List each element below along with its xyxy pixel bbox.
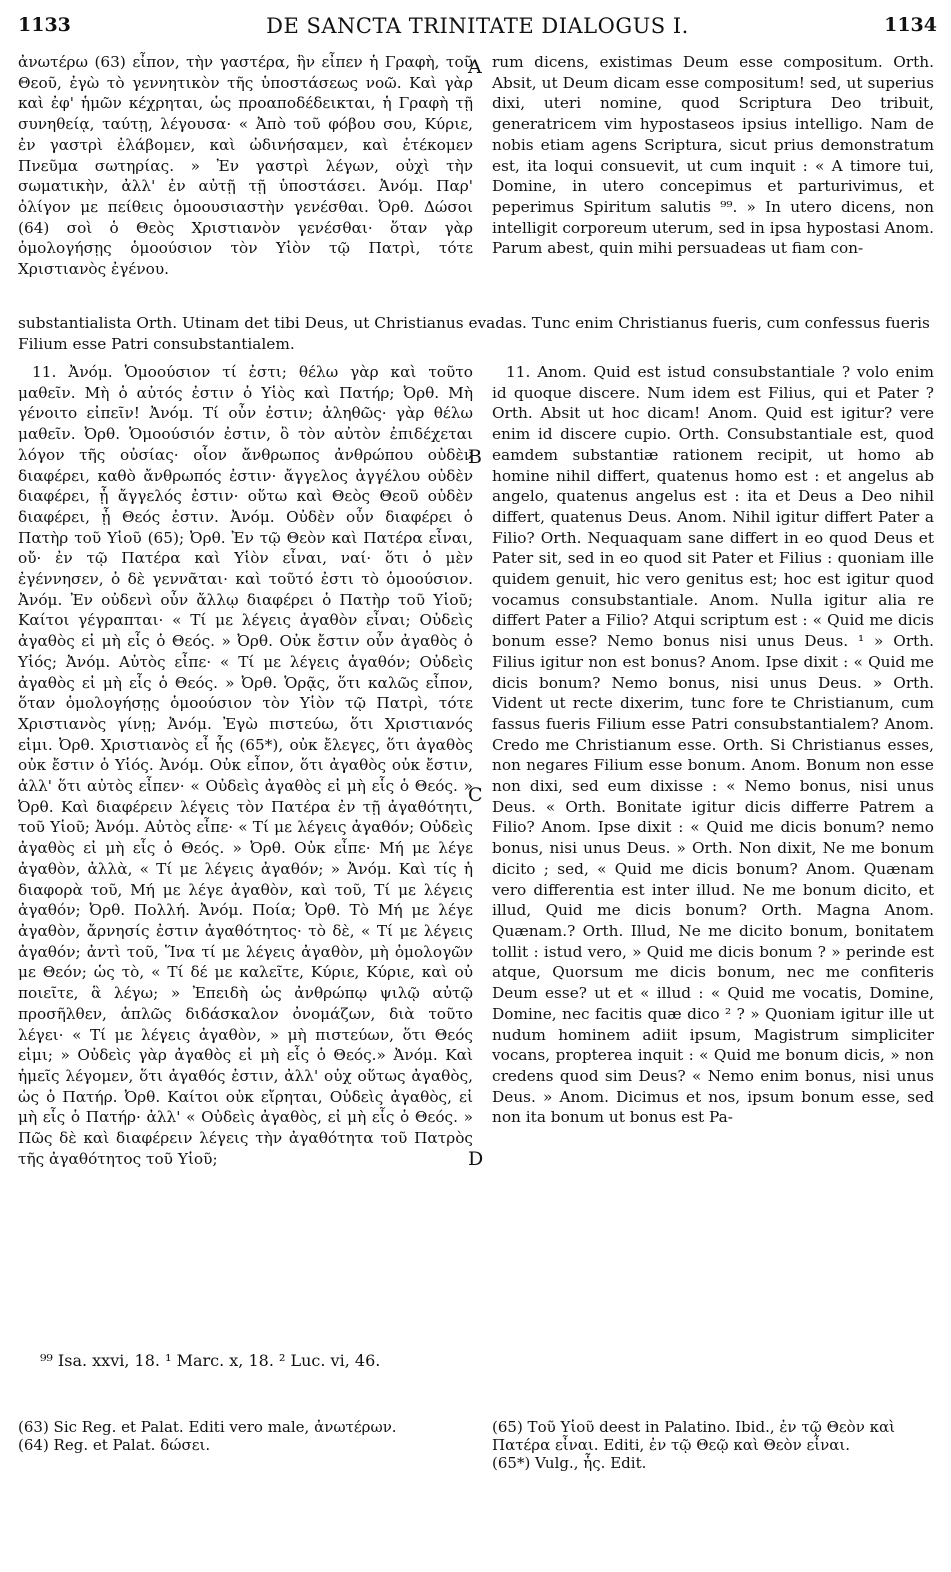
footnote-63: (63) Sic Reg. et Palat. Editi vero male, ἀνωτέρων. bbox=[18, 1418, 397, 1436]
running-title: DE SANCTA TRINITATE DIALOGUS I. bbox=[266, 14, 689, 38]
margin-marker-c: C bbox=[468, 784, 483, 806]
margin-marker-a: A bbox=[468, 56, 482, 78]
greek-column-section2 bbox=[18, 362, 473, 1169]
latin-column-section2 bbox=[492, 362, 934, 1128]
latin-paragraph: rum dicens, existimas Deum esse compositum. Orth. Absit, ut Deum dicam esse compositum! sed, ut superius dixi, uteri nomine, quod Scriptura Deo tribuit, generatricem vim hypostaseos ipsius intelligo. Nam de nobis etiam agens Scriptura, sicut prius demonstratum est, ita loqui consuevit, ut cum inquit : « A timore tui, Domine, in utero concepimus et parturivimus, et peperimus Spiritum salutis ⁹⁹. » In utero dicens, non intelligit corporeum uterum, sed in ipsa hypostasi Anom. Parum abest, quin mihi persuadeas ut fiam con- bbox=[492, 53, 934, 258]
footnotes-left bbox=[18, 1418, 473, 1454]
latin-column-section1 bbox=[492, 52, 934, 259]
latin-span-line bbox=[18, 313, 934, 354]
page-number-right: 1134 bbox=[884, 14, 937, 36]
latin-paragraph-11: 11. Anom. Quid est istud consubstantiale ? volo enim id quoque discere. Num idem est Filius, qui et Pater ? Orth. Absit ut hoc dicam! Anom. Quid est igitur? vere enim id discere cupio. Orth. Consubstantiale est, quod eamdem substantiæ rationem recipit, ut homo ab homine nihil differt, quatenus homo est : et angelus ab angelo, quatenus angelus est : ita et Deus a Deo nihil differt, quatenus Deus. Anom. Nihil igitur differt Pater a Filio? Orth. Nequaquam sane differt in eo quod Deus et Pater sit, sed in eo quod sit Pater et Filius : quoniam ille quidem genuit, hic vero genitus est; hoc est igitur quod vocamus consubstantiale. Anom. Nulla igitur alia re differt Pater a Filio? Atqui scriptum est : « Quid me dicis bonum esse? Nemo bonus nisi unus Deus. ¹ » Orth. Filius igitur non est bonus? Anom. Ipse dixit : « Quid me dicis bonum? Nemo bonus, nisi unus Deus. » Orth. Vident ut recte dixerim, tunc fore te Christianum, cum fassus fueris Filium esse Patri consubstantialem? Anom. Credo me Christianum esse. Orth. Si Christianus esses, non negares Filium esse bonum. Anom. Bonum non esse non dixi, sed eum dixisse : « Nemo bonus, nisi unus Deus. « Orth. Bonitate igitur dicis differre Patrem a Filio? Anom. Ipse dixit : « Quid me dicis bonum? nemo bonus, nisi unus Deus. » Orth. Non dixit, Ne me bonum dicito ; sed, « Quid me dicis bonum? Anom. Quænam vero differentia est inter illud. Ne me bonum dicito, et illud, Quid me dicis bonum? Orth. Magna Anom. Quænam.? Orth. Illud, Ne me dicito bonum, bonitatem tollit : istud vero, » Quid me dicis bonum ? » perinde est atque, Quorsum me dicis bonum, nec me confiteris Deum esse? ut et « illud : « Quid me vocatis, Domine, Domine, nec facitis quæ dico ² ? » Quoniam igitur ille ut nudum hominem adiit ipsum, Magistrum simpliciter vocans, propterea inquit : « Quid me bonum dicis, » non credens quod sim Deus? « Nemo enim bonus, nisi unus Deus. » Anom. Dicimus et nos, ipsum bonum esse, sed non ita bonum ut bonus est Pa- bbox=[492, 363, 934, 1127]
greek-column-section1 bbox=[18, 52, 473, 280]
footnote-65: (65) Τοῦ Υἱοῦ deest in Palatino. Ibid., ἐν τῷ Θεὸν καὶ Πατέρα εἶναι. Editi, ἐν τῷ Θεῷ καὶ Θεὸν εἶναι. bbox=[492, 1418, 895, 1454]
page-header bbox=[18, 14, 937, 44]
greek-paragraph: ἀνωτέρω (63) εἶπον, τὴν γαστέρα, ἣν εἶπεν ἡ Γραφὴ, τοῦ Θεοῦ, ἐγὼ τὸ γεννητικὸν τῆς ὑποστάσεως νοῶ. Καὶ γὰρ καὶ ἐφ' ἡμῶν κέχρηται, ὡς προαποδέδεικται, ἡ Γραφὴ τῇ συνηθείᾳ, ταύτῃ, λέγουσα· « Ἀπὸ τοῦ φόβου σου, Κύριε, ἐν γαστρὶ ἐλάβομεν, καὶ ὠδινήσαμεν, καὶ ἐτέκομεν Πνεῦμα σωτηρίας. » Ἐν γαστρὶ λέγων, οὐχὶ τὴν σωματικὴν, ἀλλ' ἐν αὐτῇ τῇ ὑποστάσει. Ἀνόμ. Παρ' ὀλίγον με πείθεις ὁμοουσιαστὴν γενέσθαι. Ὀρθ. Δώσοι (64) σοὶ ὁ Θεὸς Χριστιανὸν γενέσθαι· ὅταν γὰρ ὁμολογήσῃς ὁμοούσιον τὸν Υἱὸν τῷ Πατρὶ, τότε Χριστιανὸς ἐγένου. bbox=[18, 53, 473, 279]
footnote-64: (64) Reg. et Palat. δώσει. bbox=[18, 1436, 211, 1454]
footnote-65-star: (65*) Vulg., ἧς. Edit. bbox=[492, 1454, 647, 1472]
latin-span-text: substantialista Orth. Utinam det tibi Deus, ut Christianus evadas. Tunc enim Christianus fueris, cum confessus fueris Filium esse Patri consubstantialem. bbox=[18, 314, 930, 353]
scripture-references: ⁹⁹ Isa. xxvi, 18. ¹ Marc. x, 18. ² Luc. vi, 46. bbox=[40, 1351, 381, 1370]
greek-paragraph-11: 11. Ἀνόμ. Ὁμοούσιον τί ἐστι; θέλω γὰρ καὶ τοῦτο μαθεῖν. Μὴ ὁ αὐτός ἐστιν ὁ Υἱὸς καὶ Πατήρ; Ὀρθ. Μὴ γένοιτο εἰπεῖν! Ἀνόμ. Τί οὖν ἐστιν; ἀληθῶς· γὰρ θέλω μαθεῖν. Ὀρθ. Ὁμοούσιόν ἐστιν, ὃ τὸν αὐτὸν ἐπιδέχεται λόγον τῆς οὐσίας· οἷον ἄνθρωπος ἀνθρώπου οὐδὲν διαφέρει, καθὸ ἄνθρωπός ἐστιν· ἄγγελος ἀγγέλου οὐδὲν διαφέρει, ᾗ ἄγγελός ἐστιν· οὕτω καὶ Θεὸς Θεοῦ οὐδὲν διαφέρει, ᾗ Θεός ἐστιν. Ἀνόμ. Οὐδὲν οὖν διαφέρει ὁ Πατὴρ τοῦ Υἱοῦ (65); Ὀρθ. Ἐν τῷ Θεὸν καὶ Πατέρα εἶναι, οὔ· ἐν τῷ Πατέρα καὶ Υἱὸν εἶναι, ναί· ὅτι ὁ μὲν ἐγέννησεν, ὁ δὲ γεννᾶται· καὶ τοῦτό ἐστι τὸ ὁμοούσιον. Ἀνόμ. Ἐν οὐδενὶ οὖν ἄλλῳ διαφέρει ὁ Πατὴρ τοῦ Υἱοῦ; Καίτοι γέγραπται· « Τί με λέγεις ἀγαθὸν εἶναι; Οὐδεὶς ἀγαθὸς εἰ μὴ εἷς ὁ Θεός. » Ὀρθ. Οὐκ ἔστιν οὖν ἀγαθὸς ὁ Υἱός; Ἀνόμ. Αὐτὸς εἶπε· « Τί με λέγεις ἀγαθόν; Οὐδεὶς ἀγαθὸς εἰ μὴ εἷς ὁ Θεός. » Ὀρθ. Ὁρᾷς, ὅτι καλῶς εἶπον, ὅταν ὁμολογήσῃς ὁμοούσιον τὸν Υἱὸν τῷ Πατρὶ, τότε Χριστιανὸς γίνῃ; Ἀνόμ. Ἐγὼ πιστεύω, ὅτι Χριστιανός εἰμι. Ὀρθ. Χριστιανὸς εἶ ἧς (65*), οὐκ ἔλεγες, ὅτι ἀγαθὸς οὐκ ἔστιν ὁ Υἱός. Ἀνόμ. Οὐκ εἶπον, ὅτι ἀγαθὸς οὐκ ἔστιν, ἀλλ' ὅτι αὐτὸς εἶπεν· « Οὐδεὶς ἀγαθὸς εἰ μὴ εἷς ὁ Θεός. » Ὀρθ. Καὶ διαφέρειν λέγεις τὸν Πατέρα ἐν τῇ ἀγαθότητι, τοῦ Υἱοῦ; Ἀνόμ. Αὐτὸς εἶπε· « Τί με λέγεις ἀγαθόν; Οὐδεὶς ἀγαθὸς εἰ μὴ εἷς ὁ Θεός. » Ὀρθ. Οὐκ εἶπε· Μή με λέγε ἀγαθὸν, ἀλλὰ, « Τί με λέγεις ἀγαθόν; » Ἀνόμ. Καὶ τίς ἡ διαφορὰ τοῦ, Μή με λέγε ἀγαθὸν, καὶ τοῦ, Τί με λέγεις ἀγαθόν; Ὀρθ. Πολλή. Ἀνόμ. Ποία; Ὀρθ. Τὸ Μή με λέγε ἀγαθὸν, ἄρνησίς ἐστιν ἀγαθότητος· τὸ δὲ, « Τί με λέγεις ἀγαθόν; ἀντὶ τοῦ, Ἵνα τί με λέγεις ἀγαθὸν, μὴ ὁμολογῶν με Θεόν; ὡς τὸ, « Τί δέ με καλεῖτε, Κύριε, Κύριε, καὶ οὐ ποιεῖτε, ἃ λέγω; » Ἐπειδὴ ὡς ἀνθρώπῳ ψιλῷ αὐτῷ προσῆλθεν, ἁπλῶς διδάσκαλον ὀνομάζων, διὰ τοῦτο λέγει· « Τί με λέγεις ἀγαθὸν, » μὴ πιστεύων, ὅτι Θεός εἰμι; » Οὐδεὶς γὰρ ἀγαθὸς εἰ μὴ εἷς ὁ Θεός.» Ἀνόμ. Καὶ ἡμεῖς λέγομεν, ὅτι ἀγαθός ἐστιν, ἀλλ' οὐχ οὕτως ἀγαθὸς, ὡς ὁ Πατήρ. Ὀρθ. Καίτοι οὐκ εἴρηται, Οὐδεὶς ἀγαθὸς, εἰ μὴ εἷς ὁ Πατήρ· ἀλλ' « Οὐδεὶς ἀγαθὸς, εἰ μὴ εἷς ὁ Θεός. » Πῶς δὲ καὶ διαφέρειν λέγεις τὴν ἀγαθότητα τοῦ Πατρὸς τῆς ἀγαθότητος τοῦ Υἱοῦ; bbox=[18, 363, 473, 1168]
margin-marker-b: B bbox=[468, 446, 482, 468]
margin-marker-d: D bbox=[468, 1148, 484, 1170]
footnotes-right bbox=[492, 1418, 934, 1472]
scripture-footnotes bbox=[40, 1352, 920, 1370]
page-number-left: 1133 bbox=[18, 14, 71, 36]
